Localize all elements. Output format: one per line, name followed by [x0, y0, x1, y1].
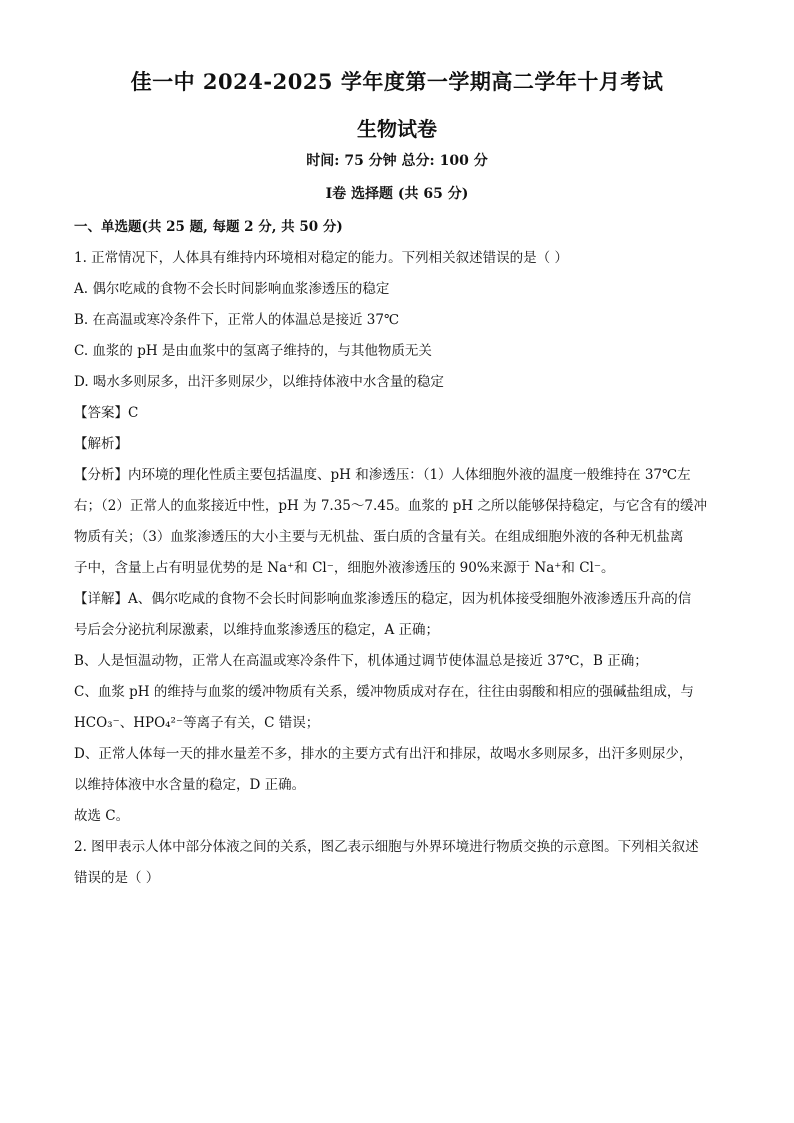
xiangjie-line-1	[74, 584, 724, 615]
xiangjie-line-4: C、血浆 pH 的维持与血浆的缓冲物质有关系，缓冲物质成对存在，往往由弱酸和相应的强碱盐组成，与	[74, 684, 694, 700]
question-1-option-c: C. 血浆的 pH 是由血浆中的氢离子维持的，与其他物质无关	[74, 343, 432, 359]
answer-label: 【答案】	[74, 405, 128, 421]
section-title: Ⅰ卷 选择题 (共 65 分)	[325, 186, 469, 202]
fenxi-text-1: 内环境的理化性质主要包括温度、pH 和渗透压：（1）人体细胞外液的温度一般维持在 37℃左	[128, 467, 691, 483]
exam-content	[74, 212, 724, 894]
question-1-stem: 1. 正常情况下，人体具有维持内环境相对稳定的能力。下列相关叙述错误的是（ ）	[74, 250, 568, 266]
xiangjie-line-5: HCO₃⁻、HPO₄²⁻等离子有关，C 错误；	[74, 715, 320, 731]
exam-title: 佳一中 2024-2025 学年度第一学期高二学年十月考试	[130, 69, 664, 94]
xiangjie-line-7: 以维持体液中水含量的稳定，D 正确。	[74, 777, 306, 793]
xiangjie-line-8: 故选 C。	[74, 808, 130, 824]
question-1-option-a: A. 偶尔吃咸的食物不会长时间影响血浆渗透压的稳定	[74, 281, 390, 297]
analysis-label: 【解析】	[74, 436, 128, 452]
question-1-option-b: B. 在高温或寒冷条件下，正常人的体温总是接近 37℃	[74, 312, 400, 328]
fenxi-line-1	[74, 460, 724, 491]
part-heading: 一、单选题(共 25 题, 每题 2 分, 共 50 分)	[74, 219, 343, 235]
xiangjie-line-6: D、正常人体每一天的排水量差不多，排水的主要方式有出汗和排尿，故喝水多则尿多，出汗多则尿少，	[74, 746, 693, 762]
question-1-option-d: D. 喝水多则尿多，出汗多则尿少，以维持体液中水含量的稳定	[74, 374, 444, 390]
answer-value: C	[128, 405, 139, 421]
question-2-stem-line-1: 2. 图甲表示人体中部分体液之间的关系，图乙表示细胞与外界环境进行物质交换的示意图。下列相关叙述	[74, 839, 699, 855]
answer-row	[74, 398, 724, 429]
xiangjie-text-1: A、偶尔吃咸的食物不会长时间影响血浆渗透压的稳定，因为机体接受细胞外液渗透压升高的信	[128, 591, 692, 607]
xiangjie-line-2: 号后会分泌抗利尿激素，以维持血浆渗透压的稳定，A 正确；	[74, 622, 440, 638]
xiangjie-line-3: B、人是恒温动物，正常人在高温或寒冷条件下，机体通过调节使体温总是接近 37℃，B 正确；	[74, 653, 648, 669]
exam-meta: 时间: 75 分钟 总分: 100 分	[306, 153, 488, 169]
fenxi-line-2: 右；（2）正常人的血浆接近中性，pH 为 7.35～7.45。血浆的 pH 之所以能够保持稳定，与它含有的缓冲	[74, 498, 707, 514]
fenxi-label: 【分析】	[74, 467, 128, 483]
question-2-stem-line-2: 错误的是（ ）	[74, 870, 160, 886]
fenxi-line-3: 物质有关；（3）血浆渗透压的大小主要与无机盐、蛋白质的含量有关。在组成细胞外液的各种无机盐离	[74, 529, 684, 545]
xiangjie-label: 【详解】	[74, 591, 128, 607]
subject-title: 生物试卷	[357, 117, 437, 141]
fenxi-line-4: 子中，含量上占有明显优势的是 Na⁺和 Cl⁻，细胞外液渗透压的 90%来源于 Na⁺和 Cl⁻。	[74, 560, 615, 576]
